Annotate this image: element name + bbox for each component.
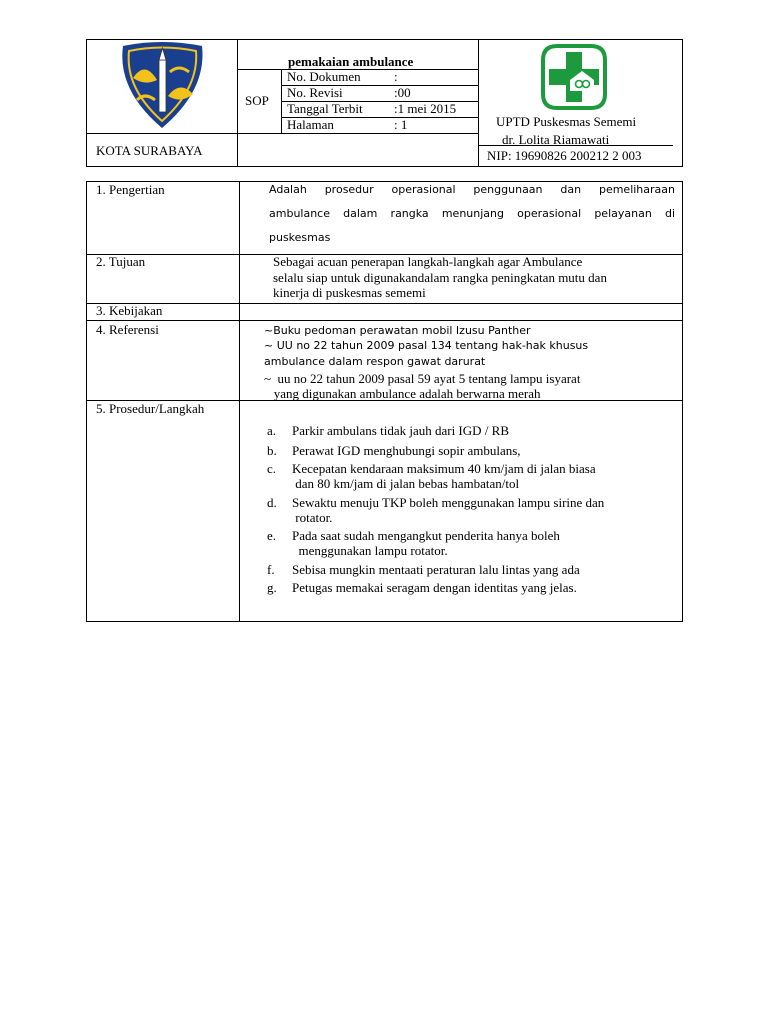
step-c-text-1: Kecepatan kendaraan maksimum 40 km/jam di jalan biasa — [292, 461, 596, 476]
page-value: : 1 — [394, 117, 408, 132]
referensi-line-3: ambulance dalam respon gawat darurat — [264, 355, 486, 368]
institution-name: UPTD Puskesmas Sememi — [496, 114, 637, 129]
section-label-prosedur: 5. Prosedur/Langkah — [96, 401, 205, 416]
page-label: Halaman — [287, 117, 334, 132]
doc-number-label: No. Dokumen — [287, 69, 361, 84]
step-e-letter: e. — [267, 528, 277, 543]
city-label: KOTA SURABAYA — [96, 143, 203, 158]
step-g-letter: g. — [267, 580, 277, 595]
sop-title: pemakaian ambulance — [288, 54, 414, 69]
step-f-letter: f. — [267, 562, 275, 577]
step-g-text: Petugas memakai seragam dengan identitas yang jelas. — [292, 580, 577, 595]
sop-label: SOP — [245, 93, 269, 108]
revision-label: No. Revisi — [287, 85, 343, 100]
referensi-line-2: ~ UU no 22 tahun 2009 pasal 134 tentang hak-hak khusus — [264, 339, 589, 352]
surabaya-crest-logo — [115, 40, 210, 130]
referensi-line-1: ~Buku pedoman perawatan mobil Izusu Panther — [264, 324, 531, 337]
issue-date-value: :1 mei 2015 — [394, 101, 457, 116]
doc-number-value: : — [394, 69, 398, 84]
step-b-letter: b. — [267, 443, 277, 458]
tujuan-line-1: Sebagai acuan penerapan langkah-langkah agar Ambulance — [273, 254, 583, 269]
pengertian-line-1: Adalah prosedur operasional penggunaan dan pemeliharaan — [269, 183, 675, 196]
referensi-line-5: yang digunakan ambulance adalah berwarna merah — [264, 386, 541, 401]
issue-date-label: Tanggal Terbit — [287, 101, 363, 116]
step-e-text-1: Pada saat sudah mengangkut penderita hanya boleh — [292, 528, 560, 543]
section-label-tujuan: 2. Tujuan — [96, 254, 146, 269]
signatory-name: dr. Lolita Riamawati — [502, 132, 610, 147]
pengertian-line-3: puskesmas — [269, 231, 331, 244]
step-a-text: Parkir ambulans tidak jauh dari IGD / RB — [292, 423, 509, 438]
referensi-line-4: ~ uu no 22 tahun 2009 pasal 59 ayat 5 tentang lampu isyarat — [264, 371, 581, 386]
signatory-nip: NIP: 19690826 200212 2 003 — [487, 148, 642, 163]
tujuan-line-3: kinerja di puskesmas sememi — [273, 285, 426, 300]
section-label-referensi: 4. Referensi — [96, 322, 159, 337]
step-f-text: Sebisa mungkin mentaati peraturan lalu lintas yang ada — [292, 562, 580, 577]
tujuan-line-2: selalu siap untuk digunakandalam rangka peningkatan mutu dan — [273, 270, 607, 285]
pengertian-line-2: ambulance dalam rangka menunjang operasional pelayanan di — [269, 207, 675, 220]
step-d-text-2: rotator. — [292, 510, 333, 525]
step-d-text-1: Sewaktu menuju TKP boleh menggunakan lampu sirine dan — [292, 495, 605, 510]
step-c-letter: c. — [267, 461, 277, 476]
section-label-kebijakan: 3. Kebijakan — [96, 303, 163, 318]
step-d-letter: d. — [267, 495, 277, 510]
step-b-text: Perawat IGD menghubungi sopir ambulans, — [292, 443, 521, 458]
puskesmas-logo — [541, 44, 607, 110]
step-a-letter: a. — [267, 423, 277, 438]
section-label-pengertian: 1. Pengertian — [96, 182, 165, 197]
revision-value: :00 — [394, 85, 411, 100]
step-e-text-2: menggunakan lampu rotator. — [292, 543, 448, 558]
step-c-text-2: dan 80 km/jam di jalan bebas hambatan/tol — [292, 476, 520, 491]
